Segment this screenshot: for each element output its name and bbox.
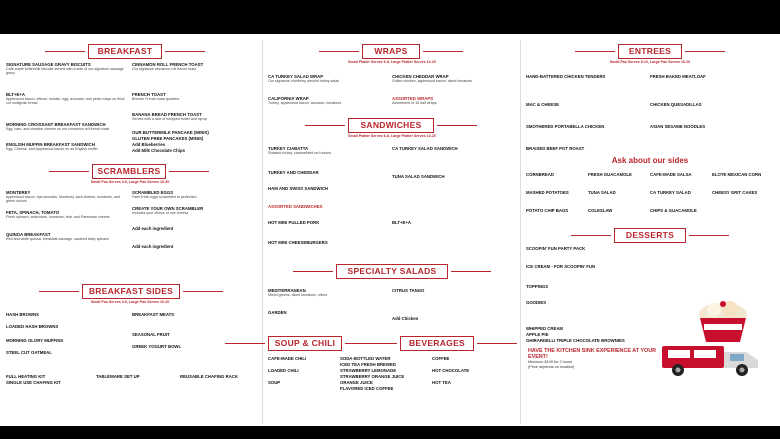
menu-item [6, 324, 126, 329]
item-desc: Turkey, applewood bacon, avocado, tomatoes [268, 101, 342, 105]
menu-item [96, 374, 176, 379]
item-name: ORANGE JUICE [340, 380, 373, 385]
item-name: SMOTHERED PORTABELLA CHICKEN [526, 124, 605, 129]
item-name: SODA-BOTTLED WATER [340, 356, 391, 361]
item-name: Add each ingredient [132, 226, 174, 231]
item-name: CALIFORNIA WRAP [268, 96, 309, 101]
item-name: ASSORTED SANDWICHES [268, 204, 323, 209]
menu-item [132, 206, 258, 215]
menu-item [268, 74, 386, 83]
item-name: SIGNATURE SAUSAGE GRAVY BISCUITS [6, 62, 91, 67]
menu-item [268, 310, 386, 315]
menu-item [526, 102, 644, 107]
menu-item [392, 146, 514, 151]
menu-item [340, 386, 426, 391]
item-name: TURKEY CIABATTA [268, 146, 309, 151]
menu-item [526, 326, 676, 331]
menu-item [588, 172, 650, 177]
menu-item [392, 74, 514, 83]
breakfast-sides-header: BREAKFAST SIDES [82, 284, 180, 299]
item-name: SCRAMBLED EGGS [132, 190, 174, 195]
menu-item [268, 368, 336, 373]
item-desc: Egg, ham, and cheddar cheese on our cinnamon roll french toast [6, 127, 110, 131]
item-name: HOT MINI PULLED PORK [268, 220, 320, 225]
menu-item [6, 62, 126, 75]
item-name: SINGLE USE CHAFING KIT [6, 380, 61, 385]
item-name: HAM AND SWISS SANDWICH [268, 186, 328, 191]
event-promo [528, 348, 658, 370]
wraps-subtitle: Small Platter Serves 6-8, Large Platter Serves 10-20 [348, 60, 436, 64]
menu-item [340, 356, 426, 361]
menu-item [340, 368, 426, 373]
item-name: CHIPS & GUACAMOLE [650, 208, 697, 213]
item-desc: Our signature cranberry almond turkey salad [268, 79, 340, 83]
item-desc: Egg, Cheese, and Applewood bacon on an English muffin [6, 147, 98, 151]
menu-item [268, 96, 386, 105]
item-name: REUSABLE CHAFING RACK [180, 374, 239, 379]
menu-item [180, 374, 260, 379]
menu-item [132, 136, 258, 141]
menu-item [6, 312, 126, 317]
sandwiches-header: SANDWICHES [348, 118, 434, 133]
menu-item [132, 112, 258, 121]
item-desc: Applewood bacon, ripe avocado, Monterey Jack cheese, tomatoes, and green onions [6, 195, 120, 204]
menu-item [526, 124, 644, 129]
menu-item [132, 130, 258, 135]
bottom-black-band [0, 426, 780, 439]
item-desc: Includes your choice of one cheese [132, 211, 189, 215]
item-name: HASH BROWNS [6, 312, 39, 317]
item-name: TOPPINGS [526, 284, 549, 289]
entrees-header: ENTREES [618, 44, 682, 59]
item-name: GOODIES [526, 300, 547, 305]
menu-item [392, 316, 514, 321]
item-name: GREEK YOGURT BOWL [132, 344, 182, 349]
menu-item [432, 356, 514, 361]
item-name: SCOOPIN' FUN PARTY PACK [526, 246, 586, 251]
menu-item [268, 186, 386, 191]
item-name: Add each ingredient [132, 244, 174, 249]
item-name: POTATO CHIP BAGS [526, 208, 569, 213]
menu-item [392, 96, 514, 105]
item-name: BLT+E+A [392, 220, 412, 225]
item-name: Add Chicken [392, 316, 419, 321]
catering-menu-page [0, 34, 780, 426]
menu-item [268, 380, 336, 385]
food-truck-icon [658, 332, 770, 378]
menu-item [6, 380, 96, 385]
menu-item [392, 174, 514, 179]
menu-item [526, 74, 644, 79]
column-left [0, 34, 262, 426]
menu-item [526, 332, 676, 337]
menu-item [650, 124, 774, 129]
item-desc: Farm fresh eggs scrambled to perfection [132, 195, 197, 199]
item-name: FRESH BAKED MEATLOAF [650, 74, 706, 79]
item-desc: Mixed greens, diced tomatoes, olives [268, 293, 328, 297]
column-middle [262, 34, 520, 426]
item-name: BRAISED BEEF POT ROAST [526, 146, 585, 151]
item-desc: Assortment of 16 half wraps [392, 101, 437, 105]
item-name: BANANA BREAD FRENCH TOAST [132, 112, 202, 117]
menu-item [6, 142, 126, 151]
item-name: HOT MINI CHEESEBURGERS [268, 240, 328, 245]
item-desc: Served with a side of whipped butter and syrup [132, 117, 207, 121]
menu-item [650, 208, 750, 213]
item-name: HOT TEA [432, 380, 451, 385]
soup-chili-header: SOUP & CHILI [268, 336, 342, 351]
item-name: MASHED POTATOES [526, 190, 569, 195]
item-desc: Fresh spinach, artichokes, tomatoes, feta, and Parmesan cheese [6, 215, 110, 219]
promo-line: Minimum $149 for 2 hours [528, 360, 573, 365]
menu-item [650, 74, 774, 79]
item-desc: Grilled chicken, applewood bacon, diced tomatoes [392, 79, 473, 83]
item-name: COLESLAW [588, 208, 613, 213]
item-name: SEASONAL FRUIT [132, 332, 170, 337]
item-name: CHICKEN QUESADILLAS [650, 102, 702, 107]
sides-heading: Ask about our sides [611, 156, 689, 165]
promo-title: HAVE THE KITCHEN SINK EXPERIENCE AT YOUR EVENT! [528, 348, 656, 361]
menu-item [6, 122, 126, 131]
item-name: MORNING GLORY MUFFINS [6, 338, 64, 343]
menu-item [268, 356, 336, 361]
breakfast-sides-subtitle: Small Pan Serves 4-6, Large Pan Serves 10-20 [90, 300, 170, 304]
menu-item [6, 190, 126, 203]
menu-item [588, 208, 650, 213]
menu-item [526, 146, 644, 151]
menu-item [340, 380, 426, 385]
menu-item [650, 172, 712, 177]
item-name: MAC & CHEESE [526, 102, 559, 107]
item-name: MONTEREY [6, 190, 31, 195]
item-name: GARDEN [268, 310, 287, 315]
item-name: MEDITERRANEAN [268, 288, 306, 293]
specialty-salads-header: SPECIALTY SALADS [336, 264, 448, 279]
item-name: CAFE-MADE CHILI [268, 356, 307, 361]
item-name: COFFEE [432, 356, 450, 361]
menu-item [6, 232, 126, 241]
menu-item [268, 170, 386, 175]
item-name: FRESH GUACAMOLE [588, 172, 632, 177]
item-name: BREAKFAST MEATS [132, 312, 175, 317]
desserts-header: DESSERTS [614, 228, 686, 243]
menu-item [132, 332, 258, 337]
item-name: ASSORTED WRAPS [392, 96, 434, 101]
item-name: HOT CHOCOLATE [432, 368, 470, 373]
item-name: OUR BUTTERMILK PANCAKE (MINIS) [132, 130, 209, 135]
menu-item [432, 368, 514, 373]
item-name: GLUTEN FREE PANCAKES (MINIS) [132, 136, 204, 141]
menu-item [268, 204, 514, 209]
menu-item [340, 362, 426, 367]
item-name: TURKEY AND CHEDDAR [268, 170, 319, 175]
item-desc: Cafe-made buttermilk biscuits served with a side of our signature sausage gravy [6, 67, 124, 76]
item-name: CORNBREAD [526, 172, 554, 177]
menu-item [268, 240, 386, 245]
menu-item [392, 220, 514, 225]
item-name: BLT+E+A [6, 92, 26, 97]
menu-item [650, 190, 712, 195]
menu-item [526, 300, 686, 305]
item-name: CITRUS TANGO [392, 288, 425, 293]
menu-item [526, 284, 686, 289]
scramblers-subtitle: Small Pan Serves 4-6, Large Pan Serves 10-20 [90, 180, 170, 184]
menu-item [6, 210, 126, 219]
menu-item [132, 312, 258, 317]
menu-item [132, 190, 258, 199]
menu-item [526, 172, 588, 177]
item-name: ICED TEA FRESH BREWED [340, 362, 396, 367]
item-name: SOUP [268, 380, 281, 385]
item-name: CA TURKEY SALAD [650, 190, 691, 195]
menu-item [432, 380, 514, 385]
menu-item [132, 92, 258, 101]
item-name: ELOTE MEXICAN CORN [712, 172, 762, 177]
item-name: WHIPPED CREAM [526, 326, 564, 331]
scramblers-header: SCRAMBLERS [92, 164, 166, 179]
item-desc: Our signature cinnamon roll french toast [132, 67, 196, 71]
menu-item [132, 148, 258, 153]
item-name: STRAWBERRY LEMONADE [340, 368, 397, 373]
item-desc: Roasted turkey, caramelized red onions [268, 151, 332, 155]
item-name: LOADED HASH BROWNS [6, 324, 59, 329]
sandwiches-subtitle: Small Platter Serves 6-8, Large Platter Serves 10-20 [348, 134, 436, 138]
item-name: ENGLISH MUFFIN BREAKFAST SANDWICH [6, 142, 95, 147]
menu-item [268, 288, 386, 297]
item-name: QUINOA BREAKFAST [6, 232, 51, 237]
item-name: STRAWBERRY ORANGE JUICE [340, 374, 405, 379]
entrees-subtitle: Small Pan Serves 8-10, Large Pan Serves 16-20 [609, 60, 691, 64]
menu-item [526, 190, 588, 195]
breakfast-header: BREAKFAST [88, 44, 162, 59]
menu-item [132, 226, 258, 231]
item-name: TABLEWARE SET UP [96, 374, 140, 379]
item-desc: Red and white quinoa, breakfast sausage, sautéed baby spinach [6, 237, 110, 241]
menu-item [6, 92, 126, 105]
menu-item [6, 338, 126, 343]
menu-item [712, 190, 776, 195]
item-name: FULL HEATING KIT [6, 374, 46, 379]
menu-item [526, 246, 776, 251]
item-name: ICE CREAM - FOR SCOOPIN' FUN [526, 264, 596, 269]
item-name: CHICKEN CHEDDAR WRAP [392, 74, 449, 79]
menu-item [588, 190, 650, 195]
menu-item [6, 374, 96, 379]
menu-item [526, 208, 588, 213]
item-name: CA TURKEY SALAD SANDWICH [392, 146, 458, 151]
item-name: FETA, SPINACH, TOMATO [6, 210, 60, 215]
menu-item [268, 220, 386, 225]
menu-item [340, 374, 426, 379]
item-name: FLAVORED ICED COFFEE [340, 386, 394, 391]
menu-item [392, 288, 514, 293]
menu-item [712, 172, 776, 177]
item-desc: Applewood bacon, lettuce, tomato, egg, avocado, and pesto mayo on thick cut multigrain bread [6, 97, 125, 106]
menu-item [132, 142, 258, 147]
item-name: LOADED CHILI [268, 368, 299, 373]
menu-item [526, 264, 776, 269]
item-name: STEEL CUT OATMEAL [6, 350, 52, 355]
wraps-header: WRAPS [362, 44, 420, 59]
item-name: APPLE PIE [526, 332, 549, 337]
beverages-header: BEVERAGES [400, 336, 474, 351]
item-name: CA TURKEY SALAD WRAP [268, 74, 324, 79]
item-name: TUNA SALAD SANDWICH [392, 174, 445, 179]
item-name: TUNA SALAD [588, 190, 616, 195]
menu-item [268, 146, 386, 155]
item-desc: Brioche French toast quarters [132, 97, 180, 101]
item-name: Add Blueberries [132, 142, 166, 147]
item-name: GHIRARDELLI TRIPLE CHOCOLATE BROWNIES [526, 338, 625, 343]
item-name: CAFE-MADE SALSA [650, 172, 692, 177]
item-name: CREATE YOUR OWN SCRAMBLER [132, 206, 204, 211]
item-name: CINNAMON ROLL FRENCH TOAST [132, 62, 204, 67]
item-name: CHEESY GRIT CAKES [712, 190, 758, 195]
promo-line: (Price depends on location) [528, 365, 575, 370]
menu-item [6, 350, 126, 355]
menu-item [650, 102, 774, 107]
menu-item [132, 344, 258, 349]
menu-item [132, 62, 258, 71]
item-name: Add Milk Chocolate Chips [132, 148, 185, 153]
top-black-band [0, 0, 780, 34]
item-name: FRENCH TOAST [132, 92, 166, 97]
item-name: ASIAN SESAME NOODLES [650, 124, 706, 129]
item-name: HAND-BATTERED CHICKEN TENDERS [526, 74, 606, 79]
menu-item [132, 244, 258, 249]
item-name: MORNING CROISSANT BREAKFAST SANDWICH [6, 122, 106, 127]
